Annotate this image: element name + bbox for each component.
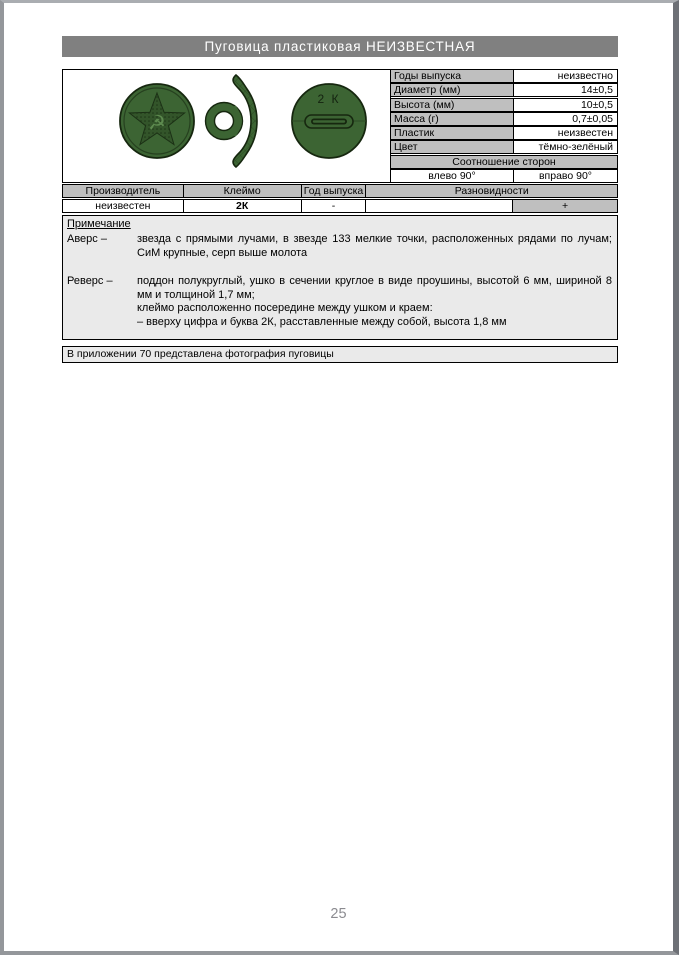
spec-value: 0,7±0,05 — [513, 112, 618, 126]
spec-label: Пластик — [390, 126, 514, 140]
spec-label: Цвет — [390, 140, 514, 154]
note-reverse-label: Реверс – — [67, 275, 113, 287]
note-obverse-text: звезда с прямыми лучами, в звезде 133 мелкие точки, расположенных рядами по лучам; СиМ крупные, серп выше молота — [137, 233, 612, 259]
spec-value: 14±0,5 — [513, 83, 618, 97]
note-reverse-text — [137, 275, 612, 329]
button-photos-cell — [62, 69, 391, 183]
aspect-right-value: вправо 90° — [513, 169, 618, 183]
spec-table — [62, 69, 618, 183]
spec-label: Годы выпуска — [390, 69, 514, 83]
aspect-left-value: влево 90° — [390, 169, 514, 183]
spec-value: тёмно-зелёный — [513, 140, 618, 154]
page-number: 25 — [330, 906, 347, 922]
spec-row-color — [390, 140, 618, 154]
maker-year-value: - — [301, 199, 367, 213]
notes-section — [62, 215, 618, 340]
button-front-view — [120, 84, 194, 158]
spec-row-height — [390, 98, 618, 112]
maker-mark-value: 2К — [183, 199, 302, 213]
appendix-note: В приложении 70 представлена фотография пуговицы — [62, 346, 618, 363]
spec-label: Диаметр (мм) — [390, 83, 514, 97]
variants-left-cell — [365, 199, 513, 213]
page-content — [62, 36, 618, 363]
note-obverse-label: Аверс – — [67, 233, 107, 245]
spec-row-plastic — [390, 126, 618, 140]
maker-header-year: Год выпуска — [301, 184, 367, 198]
aspect-ratio-header-row — [390, 155, 618, 169]
button-side-view — [205, 75, 257, 167]
spec-rows — [390, 69, 618, 183]
maker-header-producer: Производитель — [62, 184, 184, 198]
note-reverse-line: – вверху цифра и буква 2К, расставленные между собой, высота 1,8 мм — [137, 315, 507, 328]
spec-value: неизвестно — [513, 69, 618, 83]
maker-header-row — [62, 184, 618, 198]
button-back-view — [292, 84, 366, 158]
note-reverse — [67, 275, 612, 329]
spec-value: неизвестен — [513, 126, 618, 140]
spec-row-years — [390, 69, 618, 83]
note-obverse — [67, 233, 612, 260]
notes-heading: Примечание — [67, 218, 131, 230]
maker-data-row — [62, 199, 618, 213]
maker-header-variants: Разновидности — [365, 184, 618, 198]
note-reverse-line: поддон полукруглый, ушко в сечении круглое в виде проушины, высотой 6 мм, шириной 8 мм и толщиной 1,7 мм; — [137, 275, 612, 301]
spec-label: Высота (мм) — [390, 98, 514, 112]
page-title: Пуговица пластиковая НЕИЗВЕСТНАЯ — [62, 36, 618, 57]
back-mark-text: 2 К — [317, 92, 340, 106]
aspect-ratio-header: Соотношение сторон — [390, 155, 618, 169]
note-reverse-line: клеймо расположенно посередине между ушком и краем: — [137, 302, 433, 314]
spec-value: 10±0,5 — [513, 98, 618, 112]
maker-header-mark: Клеймо — [183, 184, 302, 198]
hammer-sickle-icon: ☭ — [147, 112, 166, 135]
button-illustration — [67, 71, 387, 181]
spec-row-mass — [390, 112, 618, 126]
spec-row-diameter — [390, 83, 618, 97]
aspect-ratio-values-row — [390, 169, 618, 183]
variants-right-cell: + — [512, 199, 618, 213]
maker-producer-value: неизвестен — [62, 199, 184, 213]
spec-label: Масса (г) — [390, 112, 514, 126]
